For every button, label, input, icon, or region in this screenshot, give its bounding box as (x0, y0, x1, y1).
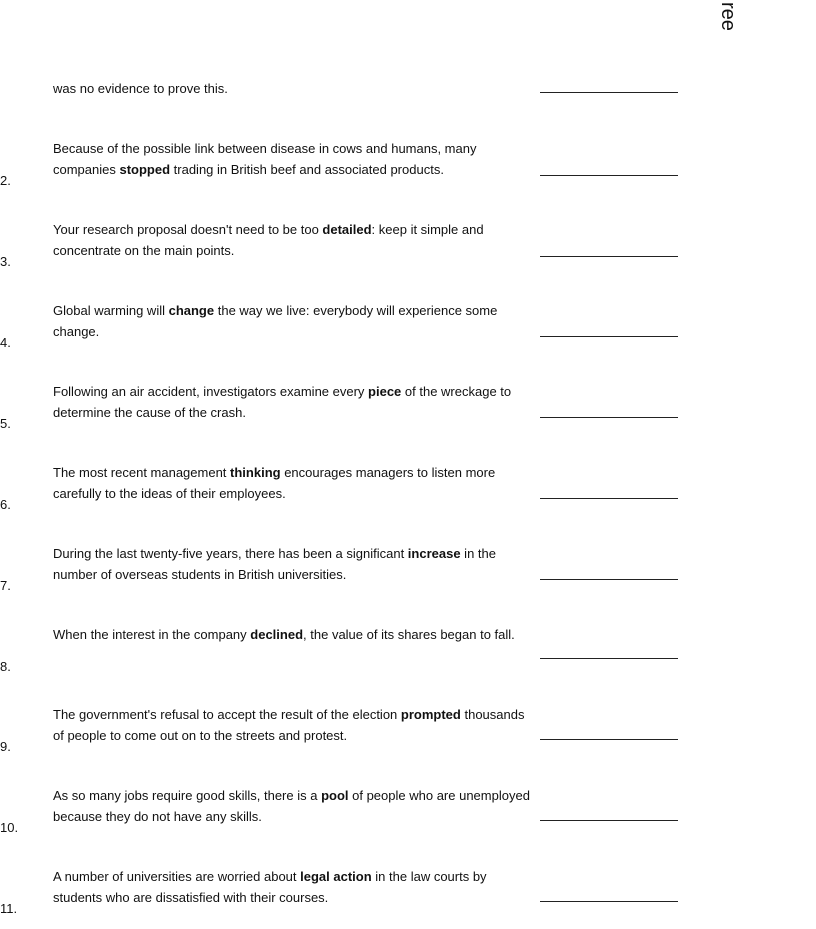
target-word: declined (250, 627, 304, 642)
sentence-before: A number of universities are worried about (53, 869, 301, 884)
sentence-text (53, 463, 533, 504)
answer-line[interactable] (540, 92, 678, 93)
sentence-before: When the interest in the company (53, 627, 251, 642)
sentence-text (53, 139, 533, 180)
answer-line[interactable] (540, 579, 678, 580)
target-word: detailed (322, 222, 372, 237)
sentence-text (53, 705, 533, 746)
item-11 (0, 867, 816, 927)
item-number: 7. (0, 578, 11, 593)
item-6 (0, 463, 816, 523)
sentence-before: The government's refusal to accept the result of the election (53, 707, 401, 722)
item-5 (0, 382, 816, 442)
item-number: 3. (0, 254, 11, 269)
item-number: 8. (0, 659, 11, 674)
sentence-text: was no evidence to prove this. (53, 81, 228, 96)
sentence-text (53, 867, 533, 908)
answer-line[interactable] (540, 658, 678, 659)
target-word: stopped (119, 161, 171, 177)
item-9 (0, 705, 816, 765)
item-number: 5. (0, 416, 11, 431)
item-3 (0, 220, 816, 280)
item-number: 9. (0, 739, 11, 754)
answer-line[interactable] (540, 175, 678, 176)
sentence-after: , the value of its shares began to fall. (303, 627, 515, 642)
sentence-after: the way we live: everybody will experience some change. (53, 303, 498, 339)
item-1 (0, 79, 816, 139)
sentence-after: in the law courts by students who are dissatisfied with their courses. (53, 869, 487, 905)
target-word: prompted (400, 707, 461, 722)
sentence-text (53, 786, 533, 827)
sentence-before: During the last twenty-five years, there has been a significant (53, 546, 408, 561)
corner-text: ree (717, 2, 739, 31)
sentence-after: trading in British beef and associated products. (170, 161, 444, 177)
item-number: 4. (0, 335, 11, 350)
sentence-text (53, 625, 533, 646)
item-4 (0, 301, 816, 361)
sentence-text (53, 544, 533, 585)
sentence-after: of people who are unemployed because they do not have any skills. (53, 788, 530, 824)
sentence-before: Following an air accident, investigators examine every (53, 384, 369, 399)
answer-line[interactable] (540, 256, 678, 257)
item-number: 2. (0, 173, 11, 188)
item-number: 11. (0, 901, 18, 916)
answer-line[interactable] (540, 498, 678, 499)
item-number: 10. (0, 820, 19, 835)
answer-line[interactable] (540, 820, 678, 821)
answer-line[interactable] (540, 336, 678, 337)
item-number: 6. (0, 497, 11, 512)
item-7 (0, 544, 816, 604)
sentence-text (53, 301, 533, 342)
sentence-after: of the wreckage to determine the cause of the crash. (53, 384, 512, 420)
answer-line[interactable] (540, 901, 678, 902)
target-word: increase (407, 546, 461, 561)
sentence-after: encourages managers to listen more carefully to the ideas of their employees. (53, 465, 496, 501)
sentence-before: As so many jobs require good skills, there is a (53, 788, 322, 803)
sentence-text (53, 382, 533, 423)
sentence-after: thousands of people to come out on to the streets and protest. (53, 707, 525, 743)
sentence-before: Your research proposal doesn't need to be too (53, 222, 323, 237)
target-word: change (168, 303, 215, 318)
sentence-after: in the number of overseas students in British universities. (53, 546, 496, 582)
sentence-before: Global warming will (53, 303, 169, 318)
target-word: piece (368, 384, 402, 399)
target-word: pool (321, 788, 349, 803)
item-2 (0, 139, 816, 199)
target-word: legal action (300, 869, 372, 884)
sentence-before: The most recent management (53, 465, 231, 480)
answer-line[interactable] (540, 739, 678, 740)
item-10 (0, 786, 816, 846)
target-word: thinking (230, 465, 281, 480)
sentence-after: : keep it simple and concentrate on the main points. (53, 222, 484, 258)
item-8 (0, 625, 816, 685)
answer-line[interactable] (540, 417, 678, 418)
sentence-before: Because of the possible link between disease in cows and humans, many companies (53, 141, 477, 177)
sentence-text (53, 220, 533, 261)
